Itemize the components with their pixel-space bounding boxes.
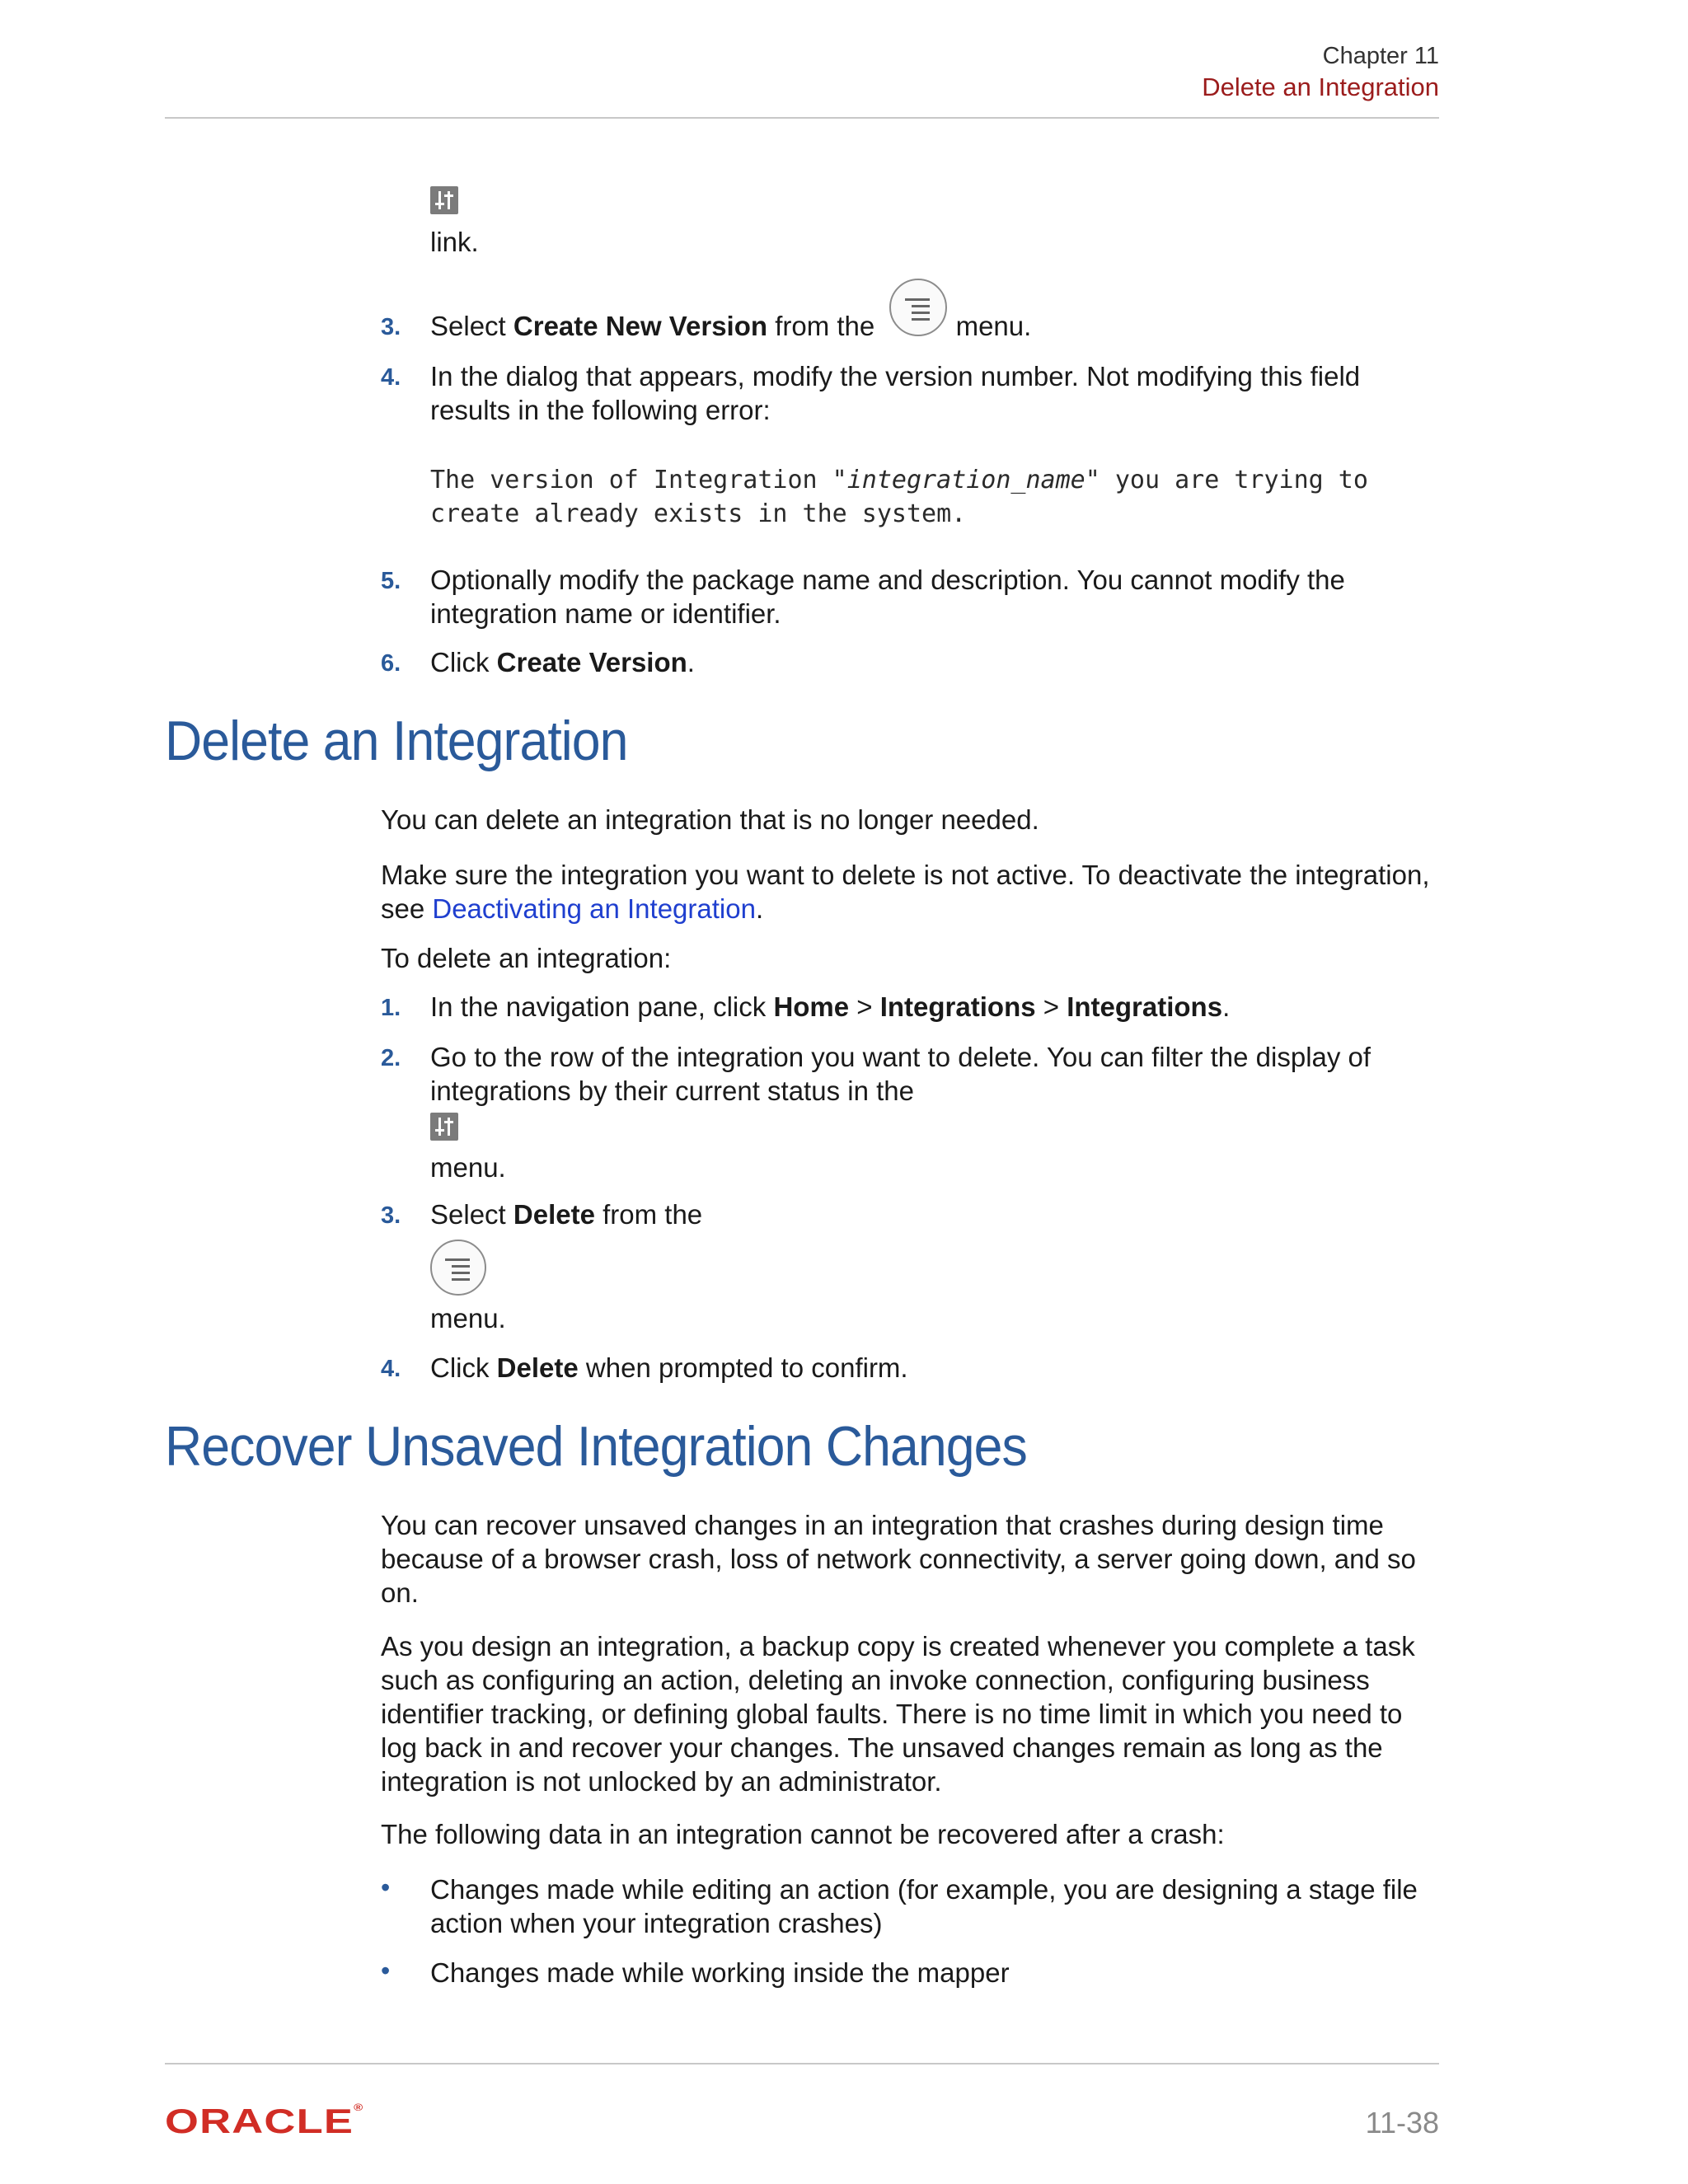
header-divider bbox=[165, 117, 1439, 119]
actions-menu-icon bbox=[430, 1240, 486, 1296]
step-text: In the navigation pane, click Home > Integrations > Integrations. bbox=[430, 991, 1231, 1022]
deactivating-link[interactable]: Deactivating an Integration bbox=[432, 893, 756, 924]
step-text: Go to the row of the integration you want to delete. You can filter the display of integrations by their current status in the bbox=[430, 1042, 1372, 1106]
page-number: 11-38 bbox=[1365, 2106, 1439, 2139]
step-number: 2. bbox=[381, 1045, 401, 1071]
step-number: 3. bbox=[381, 314, 401, 340]
section-heading: Recover Unsaved Integration Changes bbox=[165, 1415, 1027, 1478]
step-text: Select Create New Version from the menu. bbox=[430, 311, 1032, 341]
step-number: 1. bbox=[381, 995, 401, 1021]
paragraph: You can recover unsaved changes in an integration that crashes during design time because of a browser crash, loss of network connectivity, a server going down, and so on. bbox=[381, 1510, 1416, 1608]
actions-menu-icon bbox=[889, 279, 947, 336]
filter-icon bbox=[430, 186, 458, 214]
step-text: Click Create Version. bbox=[430, 647, 695, 677]
bullet-item: Changes made while editing an action (for example, you are designing a stage file action when your integration crashes) bbox=[430, 1874, 1418, 1938]
step-text: Select Delete from the bbox=[430, 1199, 703, 1230]
step-number: 6. bbox=[381, 650, 401, 677]
bullet-marker: • bbox=[381, 1956, 391, 1985]
step-text: In the dialog that appears, modify the version number. Not modifying this field results in the following error: bbox=[430, 361, 1361, 425]
step-number: 4. bbox=[381, 1356, 401, 1382]
paragraph: You can delete an integration that is no longer needed. bbox=[381, 804, 1039, 835]
menu-word: menu. bbox=[430, 1303, 506, 1333]
header-section-title: Delete an Integration bbox=[1202, 73, 1439, 101]
paragraph: The following data in an integration cannot be recovered after a crash: bbox=[381, 1819, 1225, 1849]
step-number: 5. bbox=[381, 568, 401, 594]
footer-divider bbox=[165, 2063, 1439, 2064]
step-number: 4. bbox=[381, 364, 401, 391]
bullet-item: Changes made while working inside the mapper bbox=[430, 1957, 1010, 1988]
header-chapter: Chapter 11 bbox=[1322, 43, 1439, 69]
step-text: Optionally modify the package name and description. You cannot modify the integration name or identifier. bbox=[430, 565, 1345, 629]
menu-word: menu. bbox=[430, 1152, 506, 1183]
paragraph: To delete an integration: bbox=[381, 943, 672, 973]
section-heading: Delete an Integration bbox=[165, 710, 628, 772]
oracle-logo: ORACLE® bbox=[165, 2102, 364, 2140]
filter-icon bbox=[430, 1113, 458, 1141]
paragraph: Make sure the integration you want to delete is not active. To deactivate the integration, see Deactivating an Integration. bbox=[381, 860, 1430, 924]
bullet-marker: • bbox=[381, 1872, 391, 1902]
step-text: Click Delete when prompted to confirm. bbox=[430, 1352, 908, 1383]
step-number: 3. bbox=[381, 1202, 401, 1229]
error-code-block: The version of Integration "integration_name" you are trying to create already exists in the system. bbox=[430, 466, 1368, 528]
paragraph: As you design an integration, a backup copy is created whenever you complete a task such as configuring an action, deleting an invoke connection, configuring business identifier tracking, or defining global faults. There is no time limit in which you need to log back in and recover your changes. The unsaved changes remain as long as the integration is not unlocked by an administrator. bbox=[381, 1631, 1415, 1797]
link-word: link. bbox=[430, 227, 479, 257]
